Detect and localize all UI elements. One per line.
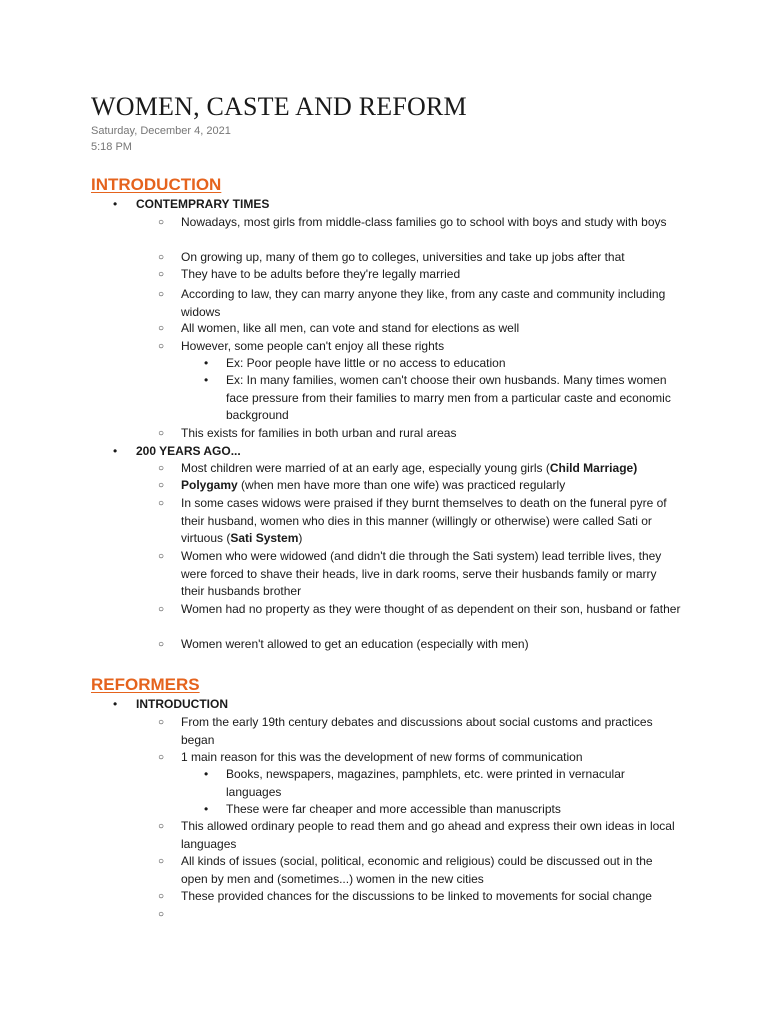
list-item: This exists for families in both urban and rural areas: [181, 426, 457, 440]
level1-bullet: •: [113, 197, 118, 211]
level2-bullet: ○: [158, 463, 165, 474]
level2-bullet: ○: [158, 323, 165, 334]
list-item: According to law, they can marry anyone they like, from any caste and community including widows: [181, 287, 666, 319]
list-item: Ex: Poor people have little or no access to education: [226, 356, 506, 370]
level2-bullet: ○: [158, 217, 165, 228]
bold-term: Sati System: [230, 531, 299, 545]
level2-bullet: ○: [158, 752, 165, 763]
page-title: WOMEN, CASTE AND REFORM: [91, 92, 467, 121]
level1-bullet: •: [113, 697, 118, 711]
list-item: Women who were widowed (and didn't die through the Sati system) lead terrible lives, they were forced to shave their heads, live in dark rooms, serve their husbands family or marry their husbands brother: [181, 549, 662, 598]
level2-bullet: ○: [158, 909, 165, 920]
section-heading-introduction: INTRODUCTION: [91, 175, 222, 194]
level2-bullet: ○: [158, 269, 165, 280]
list-item: From the early 19th century debates and discussions about social customs and practices began: [181, 715, 653, 747]
list-item: Women weren't allowed to get an education (especially with men): [181, 637, 529, 651]
list-item: Books, newspapers, magazines, pamphlets, etc. were printed in vernacular languages: [226, 767, 625, 799]
list-item: 1 main reason for this was the development of new forms of communication: [181, 750, 583, 764]
text-run: Most children were married of at an early age, especially young girls (: [181, 461, 550, 475]
level2-bullet: ○: [158, 891, 165, 902]
topic-label: 200 YEARS AGO...: [136, 444, 241, 458]
list-item: Nowadays, most girls from middle-class families go to school with boys and study with boys: [181, 215, 667, 229]
list-item: On growing up, many of them go to colleges, universities and take up jobs after that: [181, 250, 625, 264]
list-item: [181, 477, 681, 495]
list-item: However, some people can't enjoy all these rights: [181, 339, 445, 353]
level2-bullet: ○: [158, 252, 165, 263]
list-item: [181, 460, 681, 478]
text-run: In some cases widows were praised if they burnt themselves to death on the funeral pyre of their husband, women who dies in this manner (willingly or otherwise) were called Sati or virtuous (: [181, 496, 667, 545]
list-item: [181, 495, 681, 548]
section-heading-reformers: REFORMERS: [91, 675, 200, 694]
note-time: 5:18 PM: [91, 141, 132, 153]
level2-bullet: ○: [158, 498, 165, 509]
level2-bullet: ○: [158, 604, 165, 615]
level2-bullet: ○: [158, 639, 165, 650]
list-item: Ex: In many families, women can't choose their own husbands. Many times women face pressure from their families to marry men from a particular caste and economic background: [226, 373, 671, 422]
list-item: This allowed ordinary people to read them and go ahead and express their own ideas in local languages: [181, 819, 675, 851]
level2-bullet: ○: [158, 341, 165, 352]
level2-bullet: ○: [158, 428, 165, 439]
level2-bullet: ○: [158, 821, 165, 832]
topic-label: INTRODUCTION: [136, 697, 228, 711]
level2-bullet: ○: [158, 480, 165, 491]
bold-term: Polygamy: [181, 478, 238, 492]
note-date: Saturday, December 4, 2021: [91, 125, 231, 137]
level3-bullet: •: [204, 767, 209, 781]
level2-bullet: ○: [158, 856, 165, 867]
list-item: All women, like all men, can vote and stand for elections as well: [181, 321, 520, 335]
level3-bullet: •: [204, 356, 209, 370]
text-run: ): [298, 531, 303, 545]
level1-bullet: •: [113, 444, 118, 458]
list-item: They have to be adults before they're legally married: [181, 267, 461, 281]
level3-bullet: •: [204, 373, 209, 387]
list-item: Women had no property as they were thought of as dependent on their son, husband or father: [181, 602, 681, 616]
level2-bullet: ○: [158, 289, 165, 300]
level2-bullet: ○: [158, 551, 165, 562]
bold-term: Child Marriage): [549, 461, 638, 475]
list-item: These provided chances for the discussions to be linked to movements for social change: [181, 889, 652, 903]
level2-bullet: ○: [158, 717, 165, 728]
text-run: (when men have more than one wife) was practiced regularly: [237, 478, 566, 492]
level3-bullet: •: [204, 802, 209, 816]
list-item: All kinds of issues (social, political, economic and religious) could be discussed out in the open by men and (sometimes...) women in the new cities: [181, 854, 653, 886]
topic-label: CONTEMPRARY TIMES: [136, 197, 270, 211]
list-item: These were far cheaper and more accessible than manuscripts: [226, 802, 561, 816]
